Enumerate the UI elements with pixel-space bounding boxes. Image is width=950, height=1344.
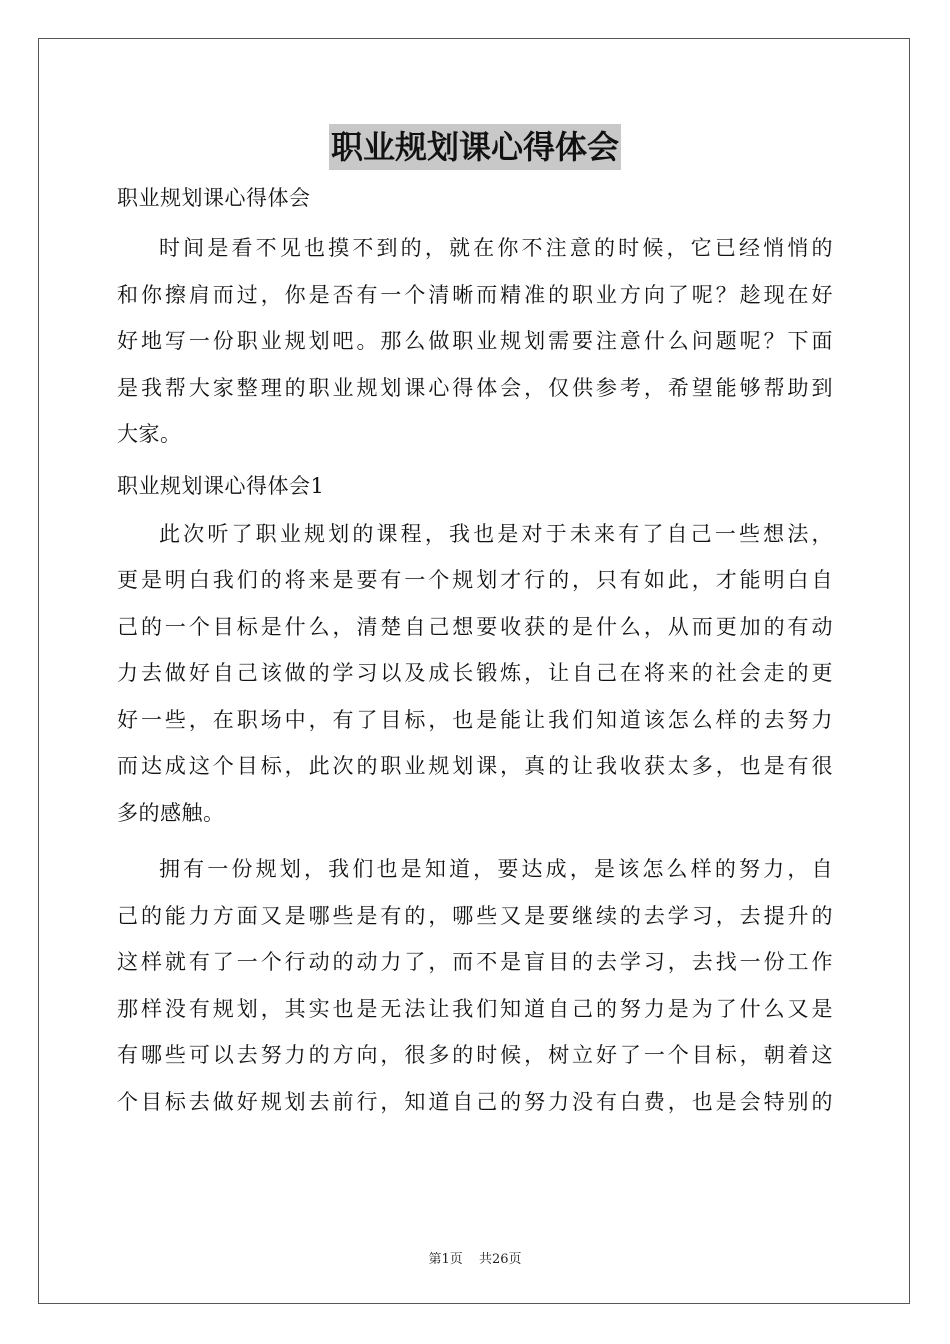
- paragraph-line: 和你擦肩而过，你是否有一个清晰而精准的职业方向了呢？趁现在好: [117, 282, 833, 307]
- paragraph-line: 时间是看不见也摸不到的，就在你不注意的时候，它已经悄悄的: [159, 236, 833, 260]
- document-body: [117, 180, 833, 1135]
- page-footer: [0, 1248, 950, 1267]
- paragraph-line: 有哪些可以去努力的方向，很多的时候，树立好了一个目标，朝着这: [117, 1043, 833, 1067]
- paragraph-line: 是我帮大家整理的职业规划课心得体会，仅供参考，希望能够帮助到: [117, 375, 833, 400]
- paragraph-line: 好地写一份职业规划吧。那么做职业规划需要注意什么问题呢？下面: [117, 329, 833, 353]
- section1-paragraph-1: [117, 511, 833, 837]
- intro-paragraph: [117, 225, 833, 458]
- paragraph-line: 而达成这个目标，此次的职业规划课，真的让我收获太多，也是有很: [117, 754, 833, 778]
- paragraph-line: 更是明白我们的将来是要有一个规划才行的，只有如此，才能明白自: [117, 568, 833, 592]
- paragraph-line: 拥有一份规划，我们也是知道，要达成，是该怎么样的努力，自: [159, 857, 833, 881]
- paragraph-line: 这样就有了一个行动的动力了，而不是盲目的去学习，去找一份工作: [117, 950, 833, 974]
- section1-paragraph-2: [117, 846, 833, 1125]
- document-title: 职业规划课心得体会: [329, 124, 621, 170]
- paragraph-line: 大家。: [117, 422, 182, 446]
- paragraph-line: 个目标去做好规划去前行，知道自己的努力没有白费，也是会特别的: [117, 1089, 833, 1114]
- subtitle: 职业规划课心得体会: [117, 186, 311, 210]
- paragraph-line: 己的能力方面又是哪些是有的，哪些又是要继续的去学习，去提升的: [117, 903, 833, 928]
- paragraph-line: 那样没有规划，其实也是无法让我们知道自己的努力是为了什么又是: [117, 996, 833, 1021]
- total-pages: 共26页: [478, 1252, 522, 1267]
- paragraph-line: 力去做好自己该做的学习以及成长锻炼，让自己在将来的社会走的更: [117, 661, 833, 685]
- section-heading: 职业规划课心得体会1: [117, 473, 325, 498]
- page-number: 第1页: [428, 1252, 463, 1267]
- paragraph-line: 多的感触。: [117, 800, 225, 825]
- paragraph-line: 己的一个目标是什么，清楚自己想要收获的是什么，从而更加的有动: [117, 614, 833, 639]
- paragraph-line: 好一些，在职场中，有了目标，也是能让我们知道该怎么样的去努力: [117, 707, 833, 732]
- paragraph-line: 此次听了职业规划的课程，我也是对于未来有了自己一些想法，: [159, 521, 833, 546]
- title-container: [0, 124, 950, 170]
